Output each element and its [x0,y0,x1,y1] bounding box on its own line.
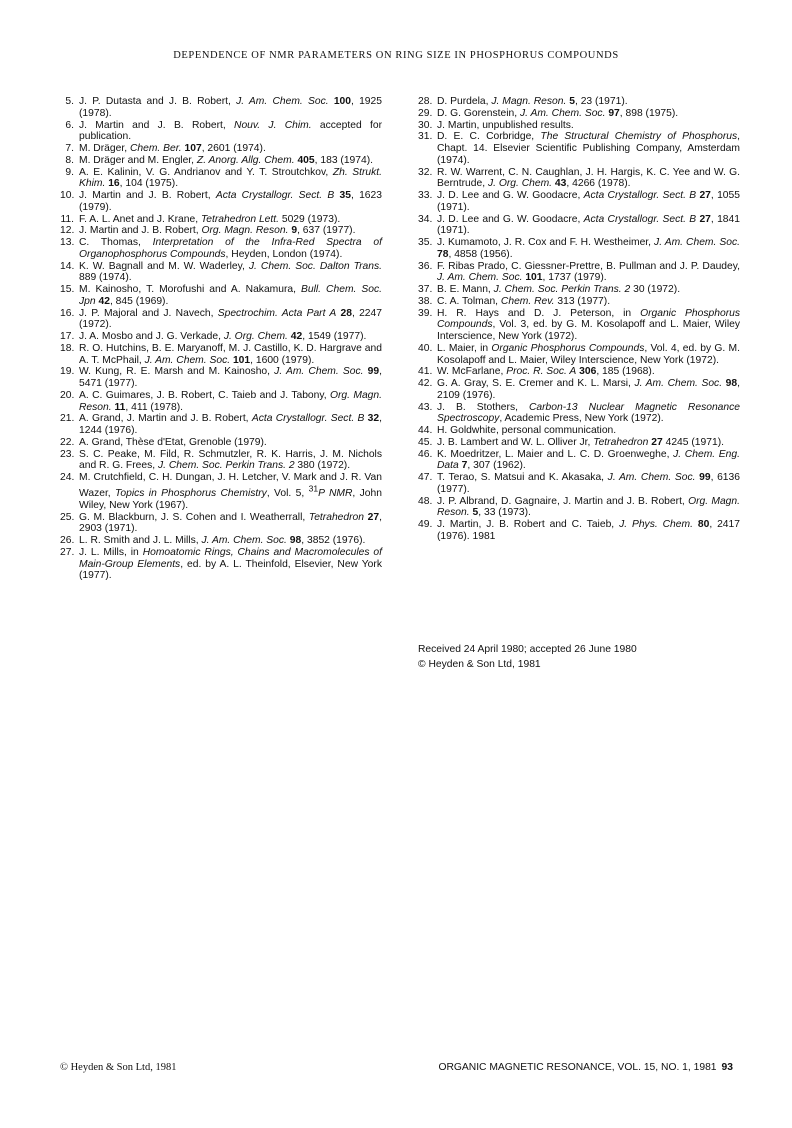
reference-entry [418,472,740,496]
reference-text: J. Kumamoto, J. R. Cox and F. H. Westheimer, J. Am. Chem. Soc. 78, 4858 (1956). [437,237,740,260]
reference-text: A. Grand, Thèse d'Etat, Grenoble (1979). [79,436,267,448]
reference-number: 36. [418,260,433,272]
reference-text: J. B. Lambert and W. L. Olliver Jr, Tetrahedron 27 4245 (1971). [437,436,724,448]
reference-number: 18. [60,342,75,354]
reference-text: R. O. Hutchins, B. E. Maryanoff, M. J. Castillo, K. D. Hargrave and A. T. McPhail, J. Am. Chem. Soc. 101, 1600 (1979). [79,342,382,366]
reference-text: S. C. Peake, M. Fild, R. Schmutzler, R. K. Harris, J. M. Nichols and R. G. Frees, J. Chem. Soc. Perkin Trans. 2 380 (1972). [79,448,382,472]
reference-text: J. Martin and J. B. Robert, Org. Magn. Reson. 9, 637 (1977). [79,225,356,237]
reference-text: A. E. Kalinin, V. G. Andrianov and Y. T. Stroutchkov, Zh. Strukt. Khim. 16, 104 (1975). [79,166,382,190]
reference-number: 24. [60,472,75,483]
reference-number: 23. [60,448,75,460]
reference-entry [60,96,382,120]
reference-entry [60,472,382,512]
reference-text: D. E. C. Corbridge, The Structural Chemistry of Phosphorus, Chapt. 14. Elsevier Scientific Publishing Company, Amsterdam (1974). [437,131,740,166]
reference-number: 40. [418,342,433,354]
reference-text: J. L. Mills, in Homoatomic Rings, Chains and Macromolecules of Main-Group Elements, ed. by A. L. Theinfold, Elsevier, New York (1977). [79,546,382,582]
reference-entry [60,143,382,155]
reference-text: A. Grand, J. Martin and J. B. Robert, Acta Crystallogr. Sect. B 32, 1244 (1976). [79,413,382,436]
reference-text: T. Terao, S. Matsui and K. Akasaka, J. Am. Chem. Soc. 99, 6136 (1977). [437,472,740,495]
reference-text: L. Maier, in Organic Phosphorus Compounds, Vol. 4, ed. by G. M. Kosolapoff and L. Maier, Wiley Interscience, New York (1972). [437,342,740,366]
footer-copyright: © Heyden & Son Ltd, 1981 [60,1062,177,1073]
reference-entry [60,167,382,191]
reference-number: 45. [418,436,433,448]
reference-text: D. G. Gorenstein, J. Am. Chem. Soc. 97, 898 (1975). [437,107,679,119]
references-right-column [418,96,740,543]
reference-entry [60,190,382,214]
reference-entry [60,547,382,582]
reference-entry [418,237,740,261]
reference-text: B. E. Mann, J. Chem. Soc. Perkin Trans. 2 30 (1972). [437,284,681,295]
reference-text: J. Martin and J. B. Robert, Nouv. J. Chim. accepted for publication. [79,119,383,143]
reference-entry [418,519,740,543]
reference-text: W. Kung, R. E. Marsh and M. Kainosho, J. Am. Chem. Soc. 99, 5471 (1977). [79,366,382,389]
reference-text: J. B. Stothers, Carbon-13 Nuclear Magnetic Resonance Spectroscopy, Academic Press, New York (1972). [437,401,740,425]
reference-entry [60,535,382,547]
reference-text: M. Dräger, Chem. Ber. 107, 2601 (1974). [79,143,266,154]
reference-text: D. Purdela, J. Magn. Reson. 5, 23 (1971). [437,96,628,107]
reference-entry [60,120,382,144]
reference-number: 27. [60,546,75,558]
reference-entry [60,284,382,308]
reference-number: 20. [60,389,75,401]
reference-text: M. Crutchfield, C. H. Dungan, J. H. Letcher, V. Mark and J. R. Van Wazer, Topics in Phosphorus Chemistry, Vol. 5, $^{31}$P NMR, John Wiley, New York (1967). [79,472,382,511]
reference-entry [418,96,740,108]
reference-text: J. Martin and J. B. Robert, Acta Crystallogr. Sect. B 35, 1623 (1979). [79,190,382,213]
reference-number: 16. [60,307,75,319]
reference-number: 17. [60,331,75,342]
reference-text: W. McFarlane, Proc. R. Soc. A 306, 185 (1968). [437,366,655,378]
reference-text: J. P. Dutasta and J. B. Robert, J. Am. Chem. Soc. 100, 1925 (1978). [79,96,382,119]
reference-text: J. A. Mosbo and J. G. Verkade, J. Org. Chem. 42, 1549 (1977). [79,331,367,342]
reference-number: 42. [418,378,433,389]
received-date: Received 24 April 1980; accepted 26 June 1980 [418,644,637,655]
reference-text: R. W. Warrent, C. N. Caughlan, J. H. Hargis, K. C. Yee and W. G. Berntrude, J. Org. Chem. 43, 4266 (1978). [437,166,740,190]
reference-entry [60,413,382,437]
reference-text: L. R. Smith and J. L. Mills, J. Am. Chem. Soc. 98, 3852 (1976). [79,535,366,547]
reference-number: 28. [418,96,433,107]
reference-entry [418,343,740,367]
reference-text: J. D. Lee and G. W. Goodacre, Acta Crystallogr. Sect. B 27, 1841 (1971). [437,213,740,237]
reference-text: J. D. Lee and G. W. Goodacre, Acta Crystallogr. Sect. B 27, 1055 (1971). [437,190,740,213]
reference-number: 47. [418,472,433,483]
reference-entry [418,214,740,238]
footer-journal-name: ORGANIC MAGNETIC RESONANCE, VOL. 15, NO. 1, 1981 [438,1062,717,1073]
reference-entry [418,378,740,402]
reference-entry [418,402,740,426]
reference-entry [60,512,382,536]
reference-number: 31. [418,131,433,143]
reference-entry [418,496,740,520]
reference-text: C. A. Tolman, Chem. Rev. 313 (1977). [437,295,611,307]
reference-number: 11. [60,213,74,225]
references-left-column [60,96,382,582]
reference-number: 34. [418,213,433,225]
reference-entry [60,437,382,449]
reference-number: 15. [60,284,75,295]
reference-entry [418,167,740,191]
reference-entry [60,155,382,167]
reference-number: 39. [418,307,433,319]
reference-entry [418,284,740,296]
reference-entry [418,296,740,308]
reference-entry [60,237,382,261]
reference-entry [60,331,382,343]
reference-number: 14. [60,260,75,272]
reference-text: M. Kainosho, T. Morofushi and A. Nakamura, Bull. Chem. Soc. Jpn 42, 845 (1969). [79,284,382,307]
reference-number: 22. [60,436,75,448]
reference-number: 21. [60,413,75,425]
reference-number: 46. [418,448,433,460]
reference-entry [60,308,382,332]
reference-number: 37. [418,284,433,295]
reference-number: 12. [60,225,75,237]
reference-number: 33. [418,190,433,201]
reference-entry [60,343,382,367]
reference-number: 32. [418,166,433,178]
reference-number: 41. [418,366,433,378]
reference-text: F. Ribas Prado, C. Giessner-Prettre, B. Pullman and J. P. Daudey, J. Am. Chem. Soc. 101, 1737 (1979). [437,260,740,284]
reference-entry [418,437,740,449]
reference-text: M. Dräger and M. Engler, Z. Anorg. Allg. Chem. 405, 183 (1974). [79,154,374,166]
reference-number: 5. [65,96,74,107]
reference-number: 44. [418,425,433,436]
reference-entry [418,425,740,437]
reference-number: 48. [418,495,433,507]
reference-text: J. P. Majoral and J. Navech, Spectrochim. Acta Part A 28, 2247 (1972). [79,307,382,331]
reference-text: K. W. Bagnall and M. W. Waderley, J. Chem. Soc. Dalton Trans. 889 (1974). [79,260,382,284]
reference-number: 13. [60,237,75,248]
reference-text: G. M. Blackburn, J. S. Cohen and I. Weatherrall, Tetrahedron 27, 2903 (1971). [79,511,382,535]
running-header: DEPENDENCE OF NMR PARAMETERS ON RING SIZE IN PHOSPHORUS COMPOUNDS [173,50,619,61]
reference-entry [418,449,740,473]
reference-text: J. Martin, J. B. Robert and C. Taieb, J. Phys. Chem. 80, 2417 (1976). 1981 [437,519,740,542]
reference-number: 19. [60,366,75,378]
reference-entry [60,225,382,237]
reference-number: 10. [60,190,75,201]
reference-number: 38. [418,295,433,307]
reference-text: J. P. Albrand, D. Gagnaire, J. Martin and J. B. Robert, Org. Magn. Reson. 5, 33 (1973). [437,495,740,519]
reference-entry [418,261,740,285]
reference-entry [60,366,382,390]
reference-text: G. A. Gray, S. E. Cremer and K. L. Marsi, J. Am. Chem. Soc. 98, 2109 (1976). [437,378,740,401]
reference-entry [60,390,382,414]
reference-number: 6. [65,119,74,131]
reference-text: J. Martin, unpublished results. [437,119,574,131]
reference-entry [418,190,740,214]
reference-text: C. Thomas, Interpretation of the Infra-Red Spectra of Organophosphorus Compounds, Heyden, London (1974). [79,237,382,260]
reference-entry [60,214,382,226]
page-number: 93 [721,1062,733,1073]
received-block [418,643,637,672]
footer-journal [438,1062,733,1073]
reference-entry [418,120,740,132]
reference-entry [60,261,382,285]
reference-number: 26. [60,535,75,547]
reference-number: 43. [418,401,433,413]
reference-text: F. A. L. Anet and J. Krane, Tetrahedron Lett. 5029 (1973). [79,213,341,225]
reference-entry [418,366,740,378]
reference-number: 8. [65,154,74,166]
reference-number: 49. [418,519,433,530]
reference-text: H. R. Hays and D. J. Peterson, in Organic Phosphorus Compounds, Vol. 3, ed. by G. M. Kosolapoff and L. Maier, Wiley Interscience, New York (1972). [437,307,740,342]
reference-number: 29. [418,107,433,119]
reference-text: H. Goldwhite, personal communication. [437,425,617,436]
reference-entry [418,308,740,343]
reference-text: K. Moedritzer, L. Maier and L. C. D. Groenweghe, J. Chem. Eng. Data 7, 307 (1962). [437,448,740,472]
reference-entry [418,131,740,166]
reference-text: A. C. Guimares, J. B. Robert, C. Taieb and J. Tabony, Org. Magn. Reson. 11, 411 (1978). [79,389,382,413]
reference-entry [60,449,382,473]
reference-number: 25. [60,511,75,523]
reference-number: 30. [418,119,433,131]
received-copyright: © Heyden & Son Ltd, 1981 [418,658,541,670]
reference-number: 7. [65,143,74,154]
reference-number: 9. [65,166,74,178]
reference-entry [418,108,740,120]
reference-number: 35. [418,237,433,248]
